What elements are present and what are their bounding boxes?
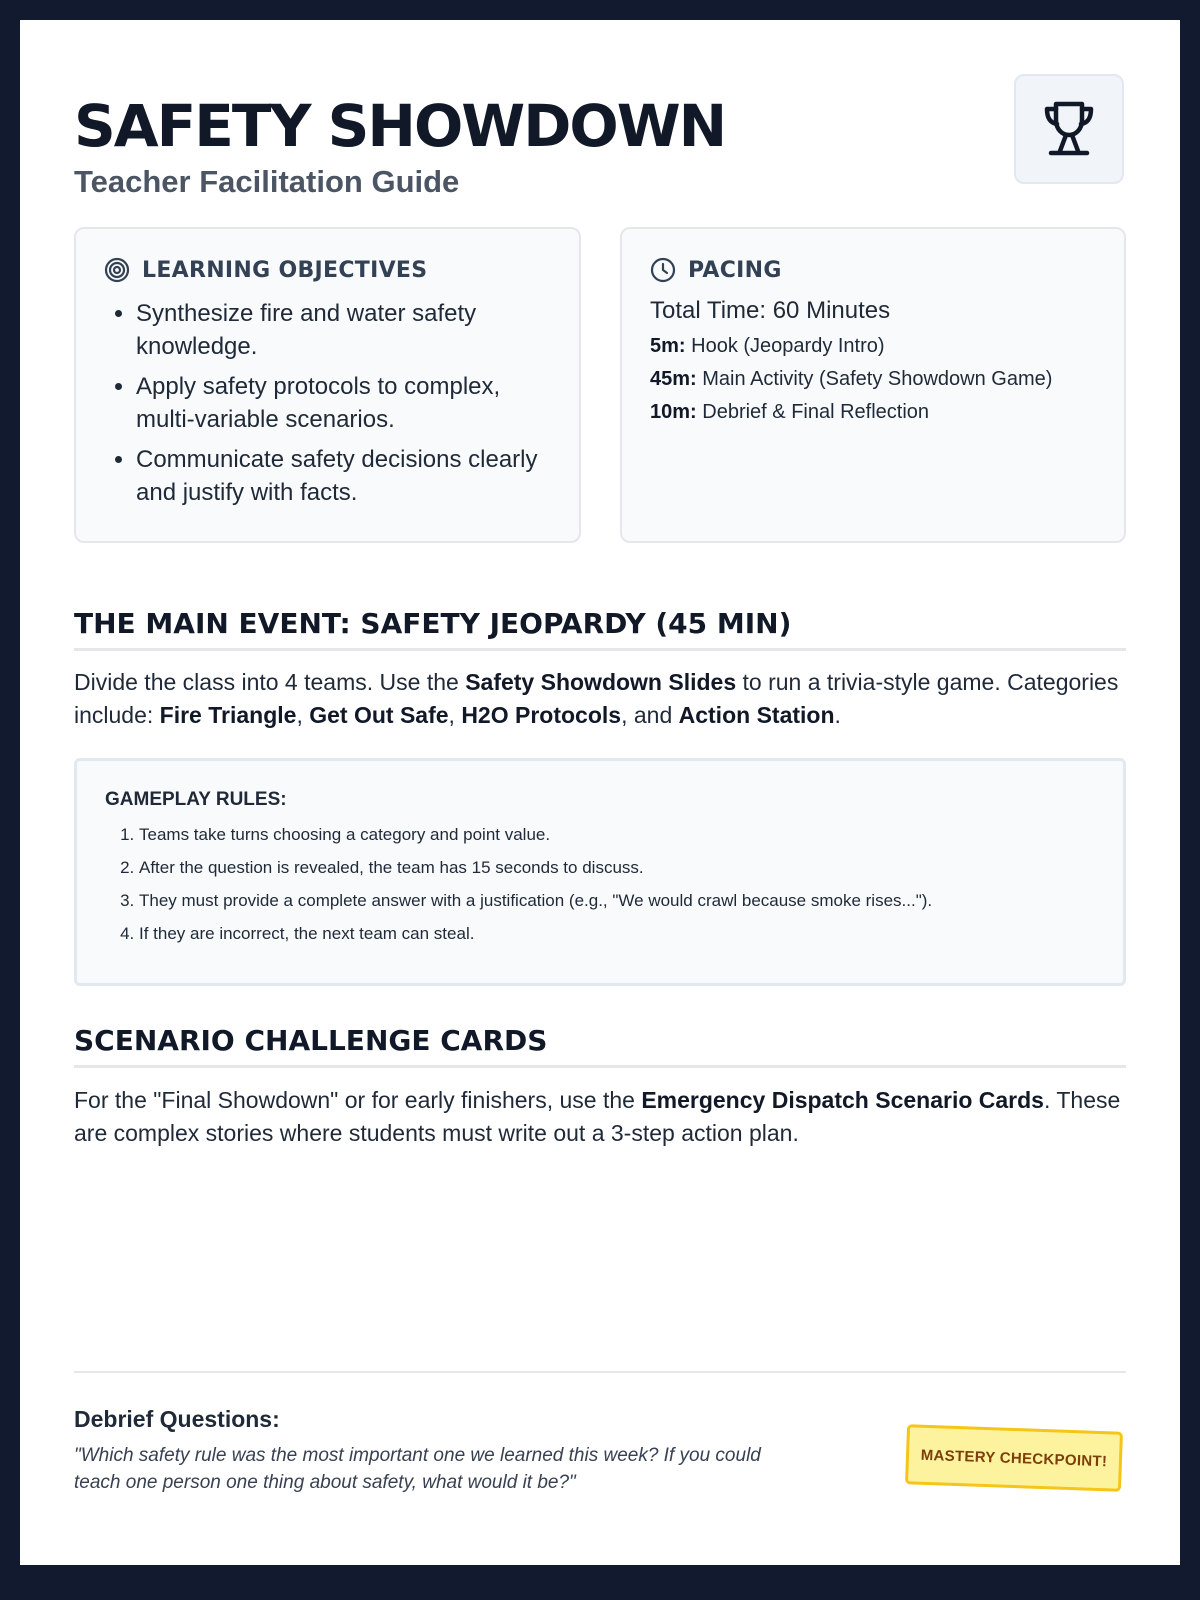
page-subtitle: Teacher Facilitation Guide bbox=[74, 164, 460, 199]
objectives-list bbox=[104, 297, 551, 509]
learning-objectives-card bbox=[74, 227, 581, 543]
objectives-heading: LEARNING OBJECTIVES bbox=[142, 257, 428, 283]
text-run: . bbox=[834, 702, 841, 728]
text-run: , bbox=[296, 702, 310, 728]
objectives-header bbox=[104, 257, 551, 283]
objective-item: • Communicate safety decisions clearly and justify with facts. bbox=[136, 443, 551, 509]
pacing-time: 10m: bbox=[650, 401, 697, 423]
trophy-icon bbox=[1038, 98, 1100, 160]
pacing-heading: PACING bbox=[688, 257, 782, 283]
scenario-paragraph bbox=[74, 1084, 1126, 1150]
objective-item: • Synthesize fire and water safety knowledge. bbox=[136, 297, 551, 363]
scenario-cards-name: Emergency Dispatch Scenario Cards bbox=[641, 1087, 1044, 1113]
gameplay-rules-box bbox=[74, 758, 1126, 986]
main-event-title: THE MAIN EVENT: SAFETY JEOPARDY (45 MIN) bbox=[74, 607, 1126, 651]
main-event-paragraph bbox=[74, 666, 1126, 732]
rule-item: 4. If they are incorrect, the next team can steal. bbox=[139, 924, 1095, 944]
category-name: Get Out Safe bbox=[309, 702, 449, 728]
category-name: H2O Protocols bbox=[461, 702, 622, 728]
target-icon bbox=[104, 257, 130, 283]
pacing-time: 45m: bbox=[650, 368, 697, 390]
debrief-label: Debrief Questions: bbox=[74, 1406, 280, 1432]
text-run: , bbox=[448, 702, 462, 728]
footer-divider bbox=[74, 1371, 1126, 1373]
category-name: Fire Triangle bbox=[159, 702, 297, 728]
rule-item: 1. Teams take turns choosing a category and point value. bbox=[139, 825, 1095, 845]
guide-page bbox=[20, 20, 1180, 1565]
trophy-badge bbox=[1014, 74, 1124, 184]
slides-name: Safety Showdown Slides bbox=[465, 669, 737, 695]
pacing-text: Debrief & Final Reflection bbox=[702, 401, 930, 423]
rules-title: GAMEPLAY RULES: bbox=[105, 789, 287, 810]
pacing-card bbox=[620, 227, 1126, 543]
rules-list bbox=[105, 825, 1095, 944]
objective-item: • Apply safety protocols to complex, multi-variable scenarios. bbox=[136, 370, 551, 436]
pacing-row bbox=[650, 335, 1096, 358]
pacing-total: Total Time: 60 Minutes bbox=[650, 297, 891, 324]
scenario-title: SCENARIO CHALLENGE CARDS bbox=[74, 1024, 1126, 1068]
debrief-question: "Which safety rule was the most important one we learned this week? If you could teach one person one thing about safety, what would it be?" bbox=[74, 1445, 761, 1493]
rule-item: 3. They must provide a complete answer with a justification (e.g., "We would crawl because smoke rises..."). bbox=[139, 891, 1095, 911]
pacing-row bbox=[650, 401, 1096, 424]
text-run: . These are complex stories where students must write out a 3-step action plan. bbox=[74, 1087, 1121, 1146]
mastery-checkpoint-badge: MASTERY CHECKPOINT! bbox=[905, 1424, 1123, 1492]
pacing-text: Main Activity (Safety Showdown Game) bbox=[702, 368, 1053, 390]
pacing-time: 5m: bbox=[650, 335, 686, 357]
pacing-row bbox=[650, 368, 1096, 391]
text-run: to run a trivia-style game. Categories include: bbox=[74, 669, 1119, 728]
pacing-text: Hook (Jeopardy Intro) bbox=[691, 335, 885, 357]
page-title: SAFETY SHOWDOWN bbox=[74, 92, 726, 160]
text-run: For the "Final Showdown" or for early finishers, use the bbox=[74, 1087, 642, 1113]
text-run: , and bbox=[621, 702, 679, 728]
rule-item: 2. After the question is revealed, the team has 15 seconds to discuss. bbox=[139, 858, 1095, 878]
category-name: Action Station bbox=[678, 702, 835, 728]
text-run: Divide the class into 4 teams. Use the bbox=[74, 669, 466, 695]
clock-icon bbox=[650, 257, 676, 283]
pacing-header bbox=[650, 257, 1096, 283]
